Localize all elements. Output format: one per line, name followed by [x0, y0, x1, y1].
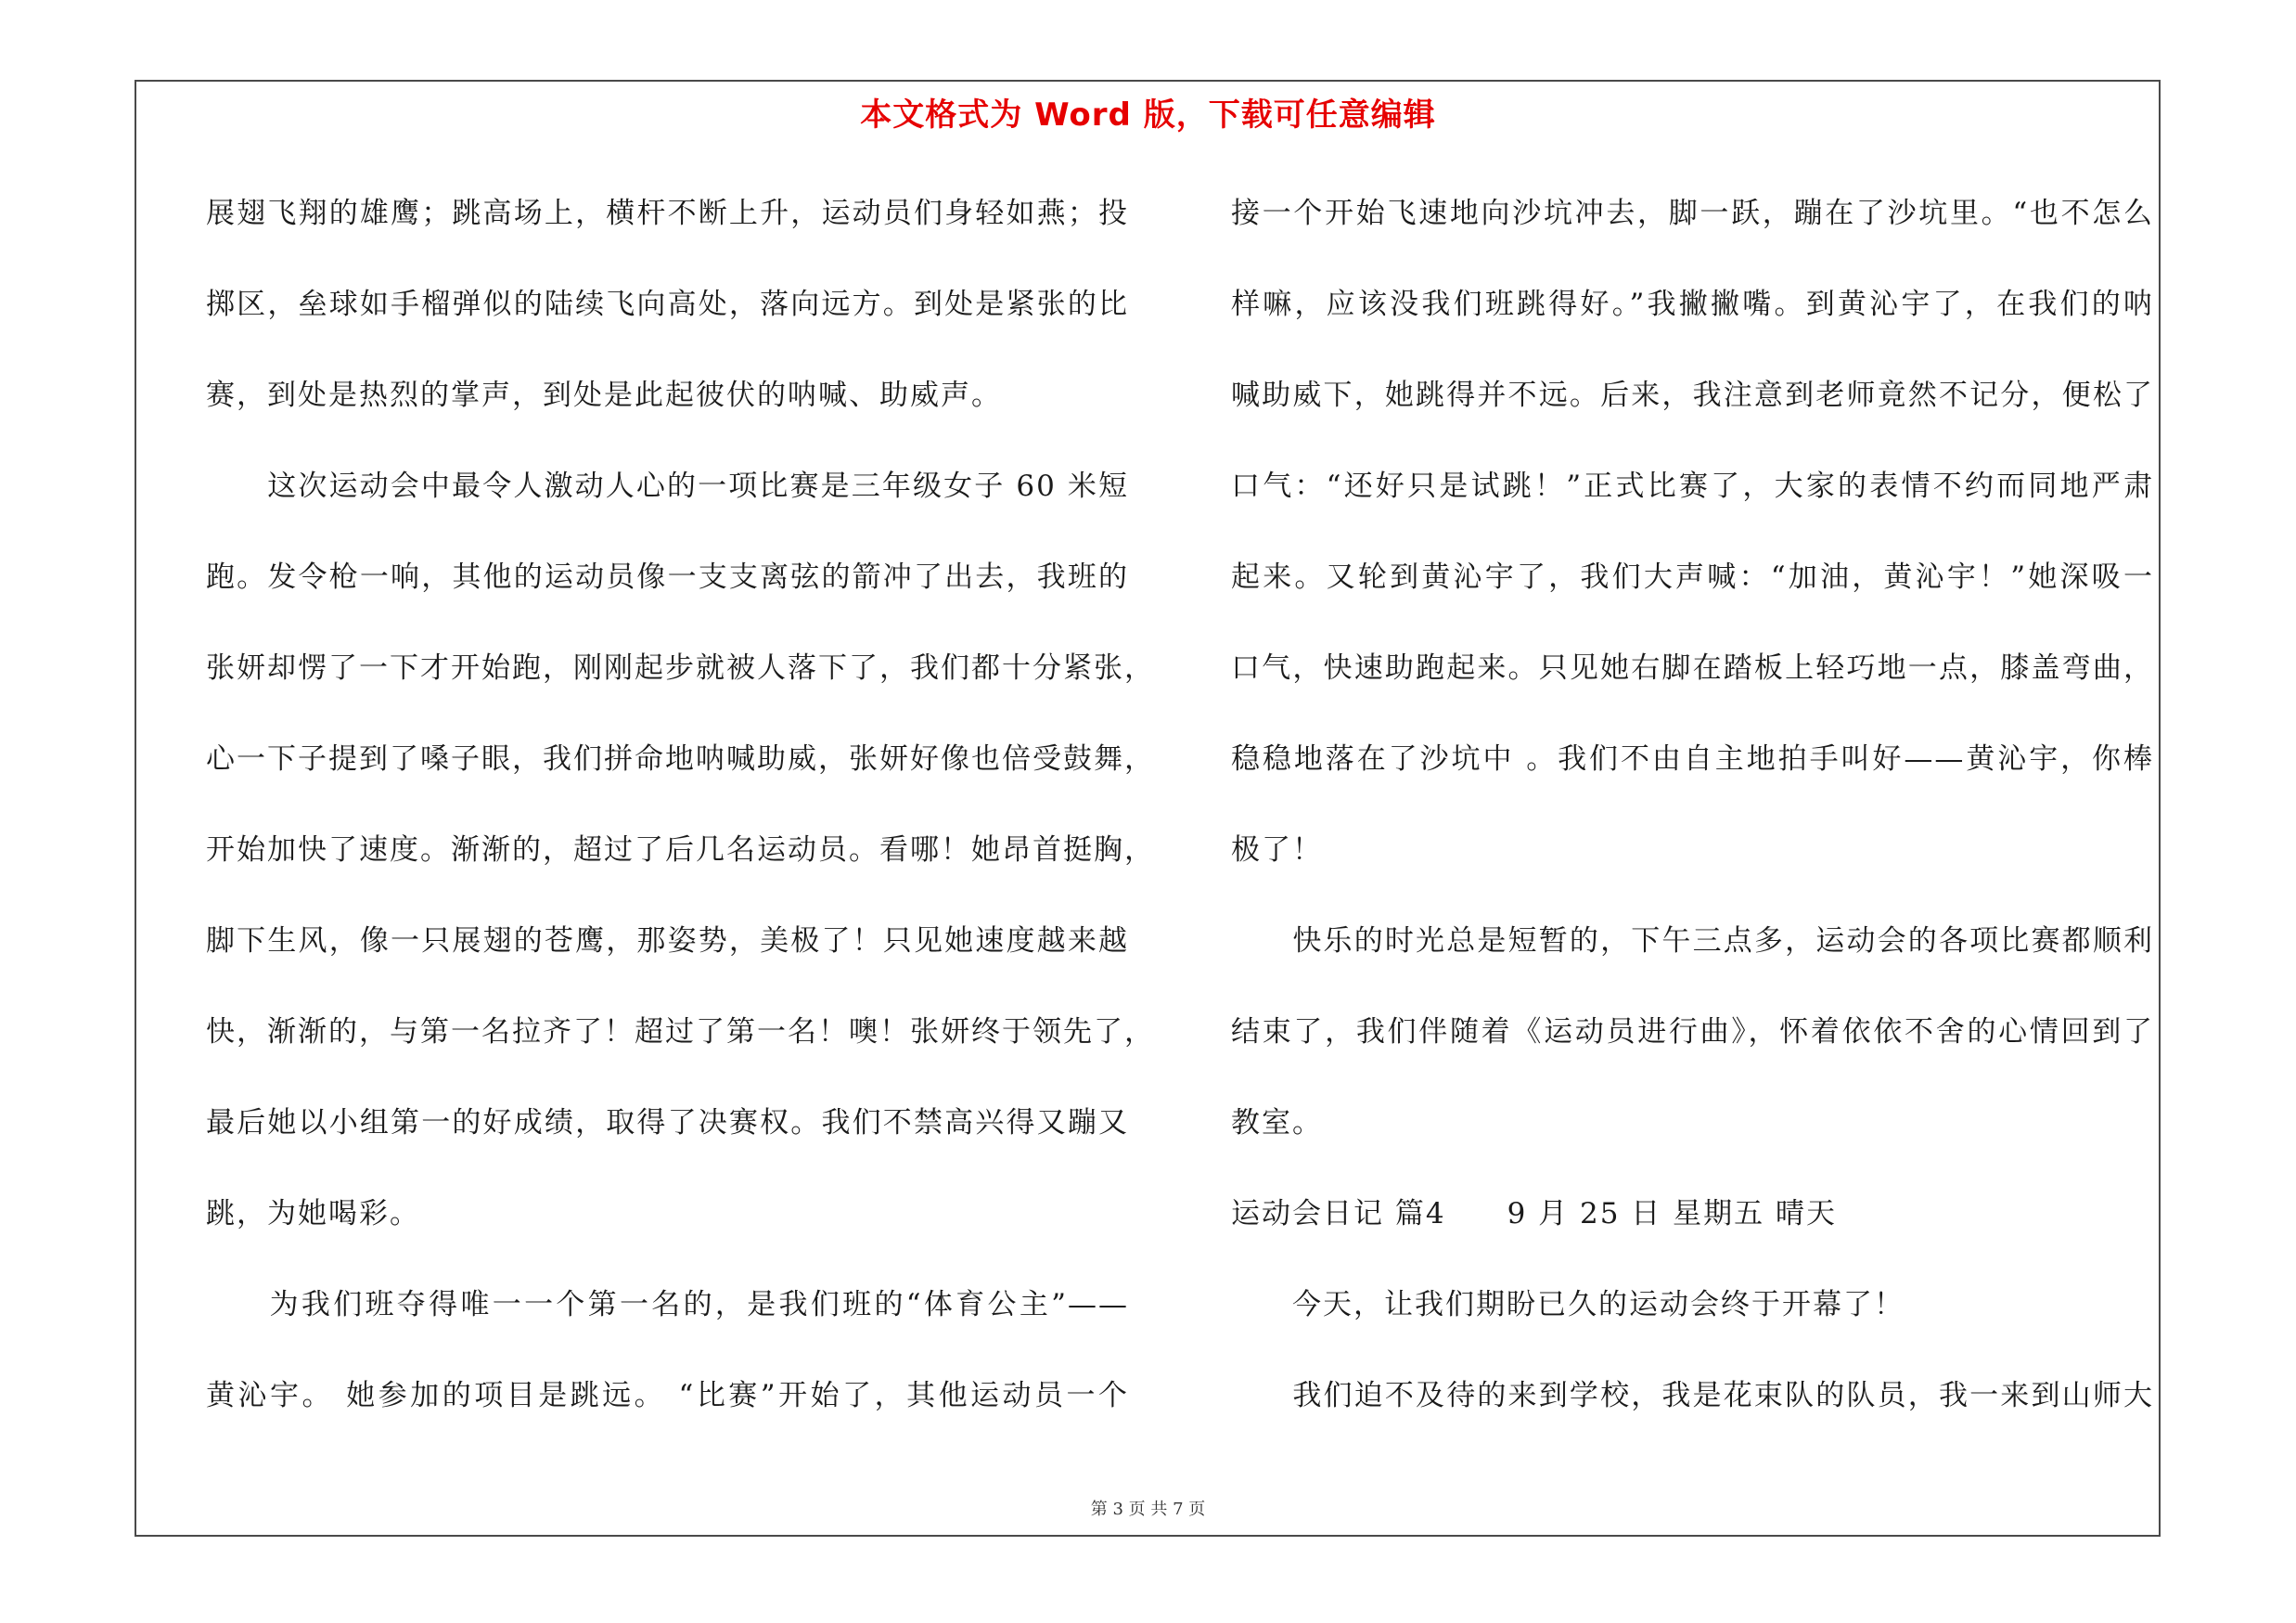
text-line: 张妍却愣了一下才开始跑，刚刚起步就被人落下了，我们都十分紧张， [206, 651, 1155, 685]
right-column [1231, 181, 2154, 1454]
text-line: 喊助威下，她跳得并不远。后来，我注意到老师竟然不记分，便松了 [1231, 379, 2154, 412]
page-number: 第 3 页 共 7 页 [1090, 1500, 1206, 1519]
header-banner: 本文格式为 Word 版，下载可任意编辑 [860, 97, 1436, 134]
text-line: 跑。发令枪一响，其他的运动员像一支支离弦的箭冲了出去，我班的 [206, 560, 1129, 594]
left-column [206, 181, 1155, 1454]
text-line: 开始加快了速度。渐渐的，超过了后几名运动员。看哪！她昂首挺胸， [206, 833, 1155, 867]
text-line: 展翅飞翔的雄鹰；跳高场上，横杆不断上升，运动员们身轻如燕；投 [206, 197, 1129, 230]
text-line: 结束了，我们伴随着《运动员进行曲》，怀着依依不舍的心情回到了 [1231, 1015, 2154, 1049]
text-line: 心一下子提到了嗓子眼，我们拼命地呐喊助威，张妍好像也倍受鼓舞， [206, 742, 1155, 776]
text-line: 今天，让我们期盼已久的运动会终于开幕了！ [1231, 1288, 1905, 1321]
text-line: 掷区，垒球如手榴弹似的陆续飞向高处，落向远方。到处是紧张的比 [206, 288, 1129, 321]
text-line: 最后她以小组第一的好成绩，取得了决赛权。我们不禁高兴得又蹦又 [206, 1106, 1129, 1140]
text-line: 口气：“还好只是试跳！”正式比赛了，大家的表情不约而同地严肃 [1231, 470, 2154, 503]
text-line: 脚下生风，像一只展翅的苍鹰，那姿势，美极了！只见她速度越来越 [206, 924, 1129, 958]
text-line: 样嘛，应该没我们班跳得好。”我撇撇嘴。到黄沁宇了，在我们的呐 [1231, 288, 2154, 321]
text-line: 稳稳地落在了沙坑中 。我们不由自主地拍手叫好——黄沁宇，你棒 [1231, 742, 2154, 776]
text-line: 极了！ [1231, 833, 1323, 867]
section-heading: 运动会日记 篇4 9 月 25 日 星期五 晴天 [1231, 1197, 1838, 1230]
text-line: 快，渐渐的，与第一名拉齐了！超过了第一名！噢！张妍终于领先了， [206, 1015, 1155, 1049]
text-line: 黄沁宇。 她参加的项目是跳远。 “比赛”开始了，其他运动员一个 [206, 1379, 1129, 1412]
text-line: 接一个开始飞速地向沙坑冲去，脚一跃，蹦在了沙坑里。“也不怎么 [1231, 197, 2154, 230]
text-line: 口气，快速助跑起来。只见她右脚在踏板上轻巧地一点，膝盖弯曲， [1231, 651, 2154, 685]
text-line: 这次运动会中最令人激动人心的一项比赛是三年级女子 60 米短 [206, 470, 1129, 503]
text-line: 赛，到处是热烈的掌声，到处是此起彼伏的呐喊、助威声。 [206, 379, 1002, 412]
text-line: 我们迫不及待的来到学校，我是花束队的队员，我一来到山师大 [1231, 1379, 2154, 1412]
text-line: 起来。又轮到黄沁宇了，我们大声喊：“加油，黄沁宇！”她深吸一 [1231, 560, 2154, 594]
text-line: 跳，为她喝彩。 [206, 1197, 420, 1230]
text-line: 快乐的时光总是短暂的，下午三点多，运动会的各项比赛都顺利 [1231, 924, 2154, 958]
text-line: 教室。 [1231, 1106, 1323, 1140]
text-line: 为我们班夺得唯一一个第一名的，是我们班的“体育公主”—— [206, 1288, 1129, 1321]
